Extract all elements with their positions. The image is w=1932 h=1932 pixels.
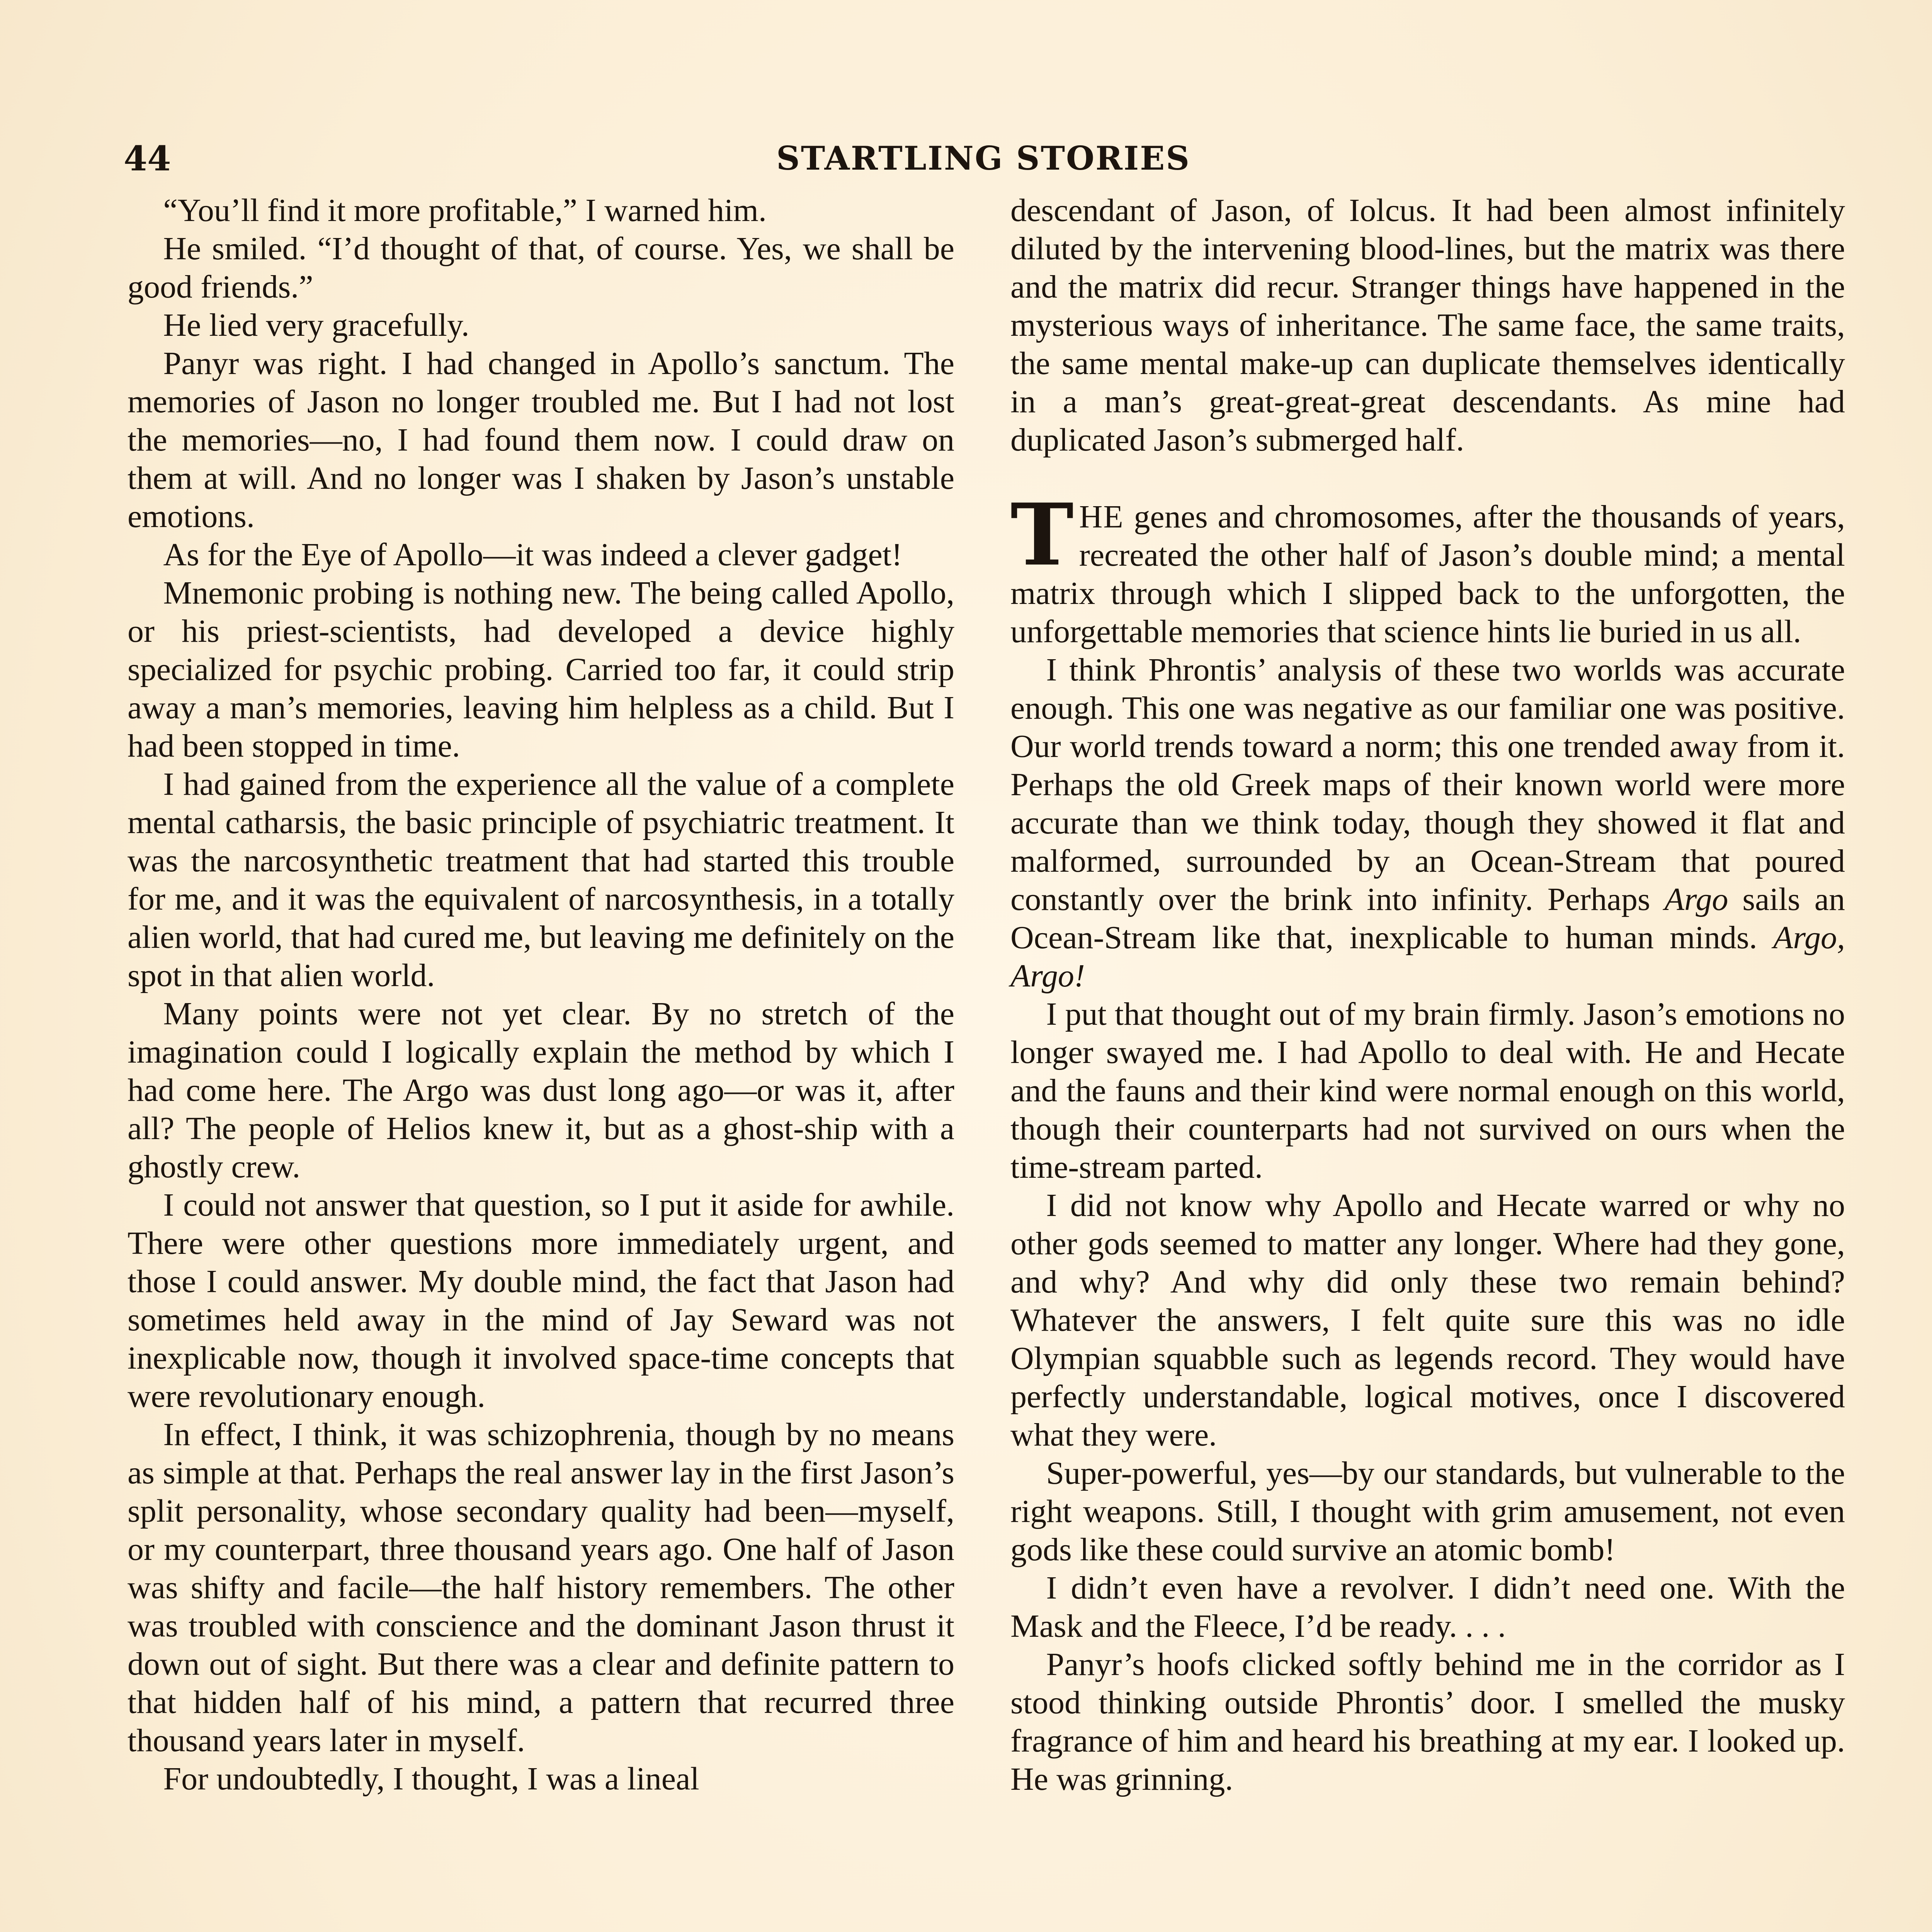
paragraph: Mnemonic probing is nothing new. The being called Apollo, or his priest-scientists, had developed a device highly specialized for psychic probing. Carried too far, it could strip away a man’s memories, leaving him helpless as a child. But I had been stopped in time.	[128, 575, 954, 764]
continuation-paragraph: descendant of Jason, of Iolcus. It had been almost infinitely diluted by the intervening blood-lines, but the matrix was there and the matrix did recur. Stranger things have happened in the mysterious ways of inheritance. The same face, the same traits, the same mental make-up can duplicate themselves identically in a man’s great-great-great descendants. As mine had duplicated Jason’s submerged half.	[1010, 192, 1845, 458]
paragraph: Panyr was right. I had changed in Apollo’s sanctum. The memories of Jason no longer troubled me. But I had not lost the memories—no, I had found them now. I could draw on them at will. And no longer was I shaken by Jason’s unstable emotions.	[128, 345, 954, 534]
paragraph-text: I think Phrontis’ analysis of these two worlds was accurate enough. This one was negative as our familiar one was positive. Our world trends toward a norm; this one trended away from it. Perhaps the old Greek maps of their known world were more accurate than we think today, though they showed it flat and malformed, surrounded by an Ocean-Stream that poured constantly over the brink into infinity. Perhaps	[1010, 652, 1845, 917]
paragraph	[1010, 651, 1845, 995]
paragraph: For undoubtedly, I thought, I was a lineal	[163, 1761, 699, 1797]
section-opening-paragraph	[1010, 485, 1845, 651]
page-header	[124, 137, 1843, 180]
paragraph: Many points were not yet clear. By no stretch of the imagination could I logically explain the method by which I had come here. The Argo was dust long ago—or was it, after all? The people of Helios knew it, but as a ghost-ship with a ghostly crew.	[128, 996, 954, 1185]
ship-name: Argo	[1664, 881, 1728, 917]
right-column	[1010, 191, 1845, 1798]
paragraph: “You’ll find it more profitable,” I warned him.	[163, 192, 767, 228]
paragraph: Panyr’s hoofs clicked softly behind me in the corridor as I stood thinking outside Phrontis’ door. I smelled the musky fragrance of him and heard his breathing at my ear. I looked up. He was grinning.	[1010, 1646, 1845, 1797]
paragraph: As for the Eye of Apollo—it was indeed a clever gadget!	[163, 537, 903, 573]
drop-cap: T	[1010, 485, 1074, 585]
section-text: genes and chromosomes, after the thousands of years, recreated the other half of Jason’s double mind; a mental matrix through which I slipped back to the unforgotten, the unforgettable memories that science hints lie buried in us all.	[1010, 499, 1845, 650]
paragraph: I could not answer that question, so I put it aside for awhile. There were other questions more immediately urgent, and those I could answer. My double mind, the fact that Jason had sometimes held away in the mind of Jay Seward was not inexplicable now, though it involved space-time concepts that were revolutionary enough.	[128, 1187, 954, 1414]
exclamation: Argo, Argo!	[1010, 920, 1845, 994]
paragraph: In effect, I think, it was schizophrenia, though by no means as simple at that. Perhaps the real answer lay in the first Jason’s split personality, whose secondary quality had been—myself, or my counterpart, three thousand years ago. One half of Jason was shifty and facile—the half history remembers. The other was troubled with conscience and the dominant Jason thrust it down out of sight. But there was a clear and definite pattern to that hidden half of his mind, a pattern that recurred three thousand years later in myself.	[128, 1417, 954, 1759]
paragraph: I did not know why Apollo and Hecate warred or why no other gods seemed to matter any longer. Where had they gone, and why? And why did only these two remain behind? Whatever the answers, I felt quite sure this was no idle Olympian squabble such as legends record. They would have perfectly understandable, logical motives, once I discovered what they were.	[1010, 1187, 1845, 1453]
paragraph: I put that thought out of my brain firmly. Jason’s emotions no longer swayed me. I had Apollo to deal with. He and Hecate and the fauns and their kind were normal enough on this world, though their counterparts had not survived on ours when the time-stream parted.	[1010, 996, 1845, 1185]
paragraph: He smiled. “I’d thought of that, of course. Yes, we shall be good friends.”	[128, 231, 954, 305]
left-column	[128, 191, 954, 1798]
section-caps: HE	[1079, 499, 1124, 535]
paragraph: I didn’t even have a revolver. I didn’t need one. With the Mask and the Fleece, I’d be ready. . . .	[1010, 1570, 1845, 1644]
paragraph-text: sails an Ocean-Stream like that, inexplicable to human minds.	[1010, 881, 1845, 956]
paragraph: I had gained from the experience all the value of a complete mental catharsis, the basic principle of psychiatric treatment. It was the narcosynthetic treatment that had started this trouble for me, and it was the equivalent of narcosynthesis, in a totally alien world, that had cured me, but leaving me definitely on the spot in that alien world.	[128, 766, 954, 993]
page-number: 44	[124, 138, 171, 179]
paragraph: Super-powerful, yes—by our standards, but vulnerable to the right weapons. Still, I thought with grim amusement, not even gods like these could survive an atomic bomb!	[1010, 1455, 1845, 1568]
magazine-title: STARTLING STORIES	[776, 139, 1190, 177]
paragraph: He lied very gracefully.	[163, 307, 469, 343]
